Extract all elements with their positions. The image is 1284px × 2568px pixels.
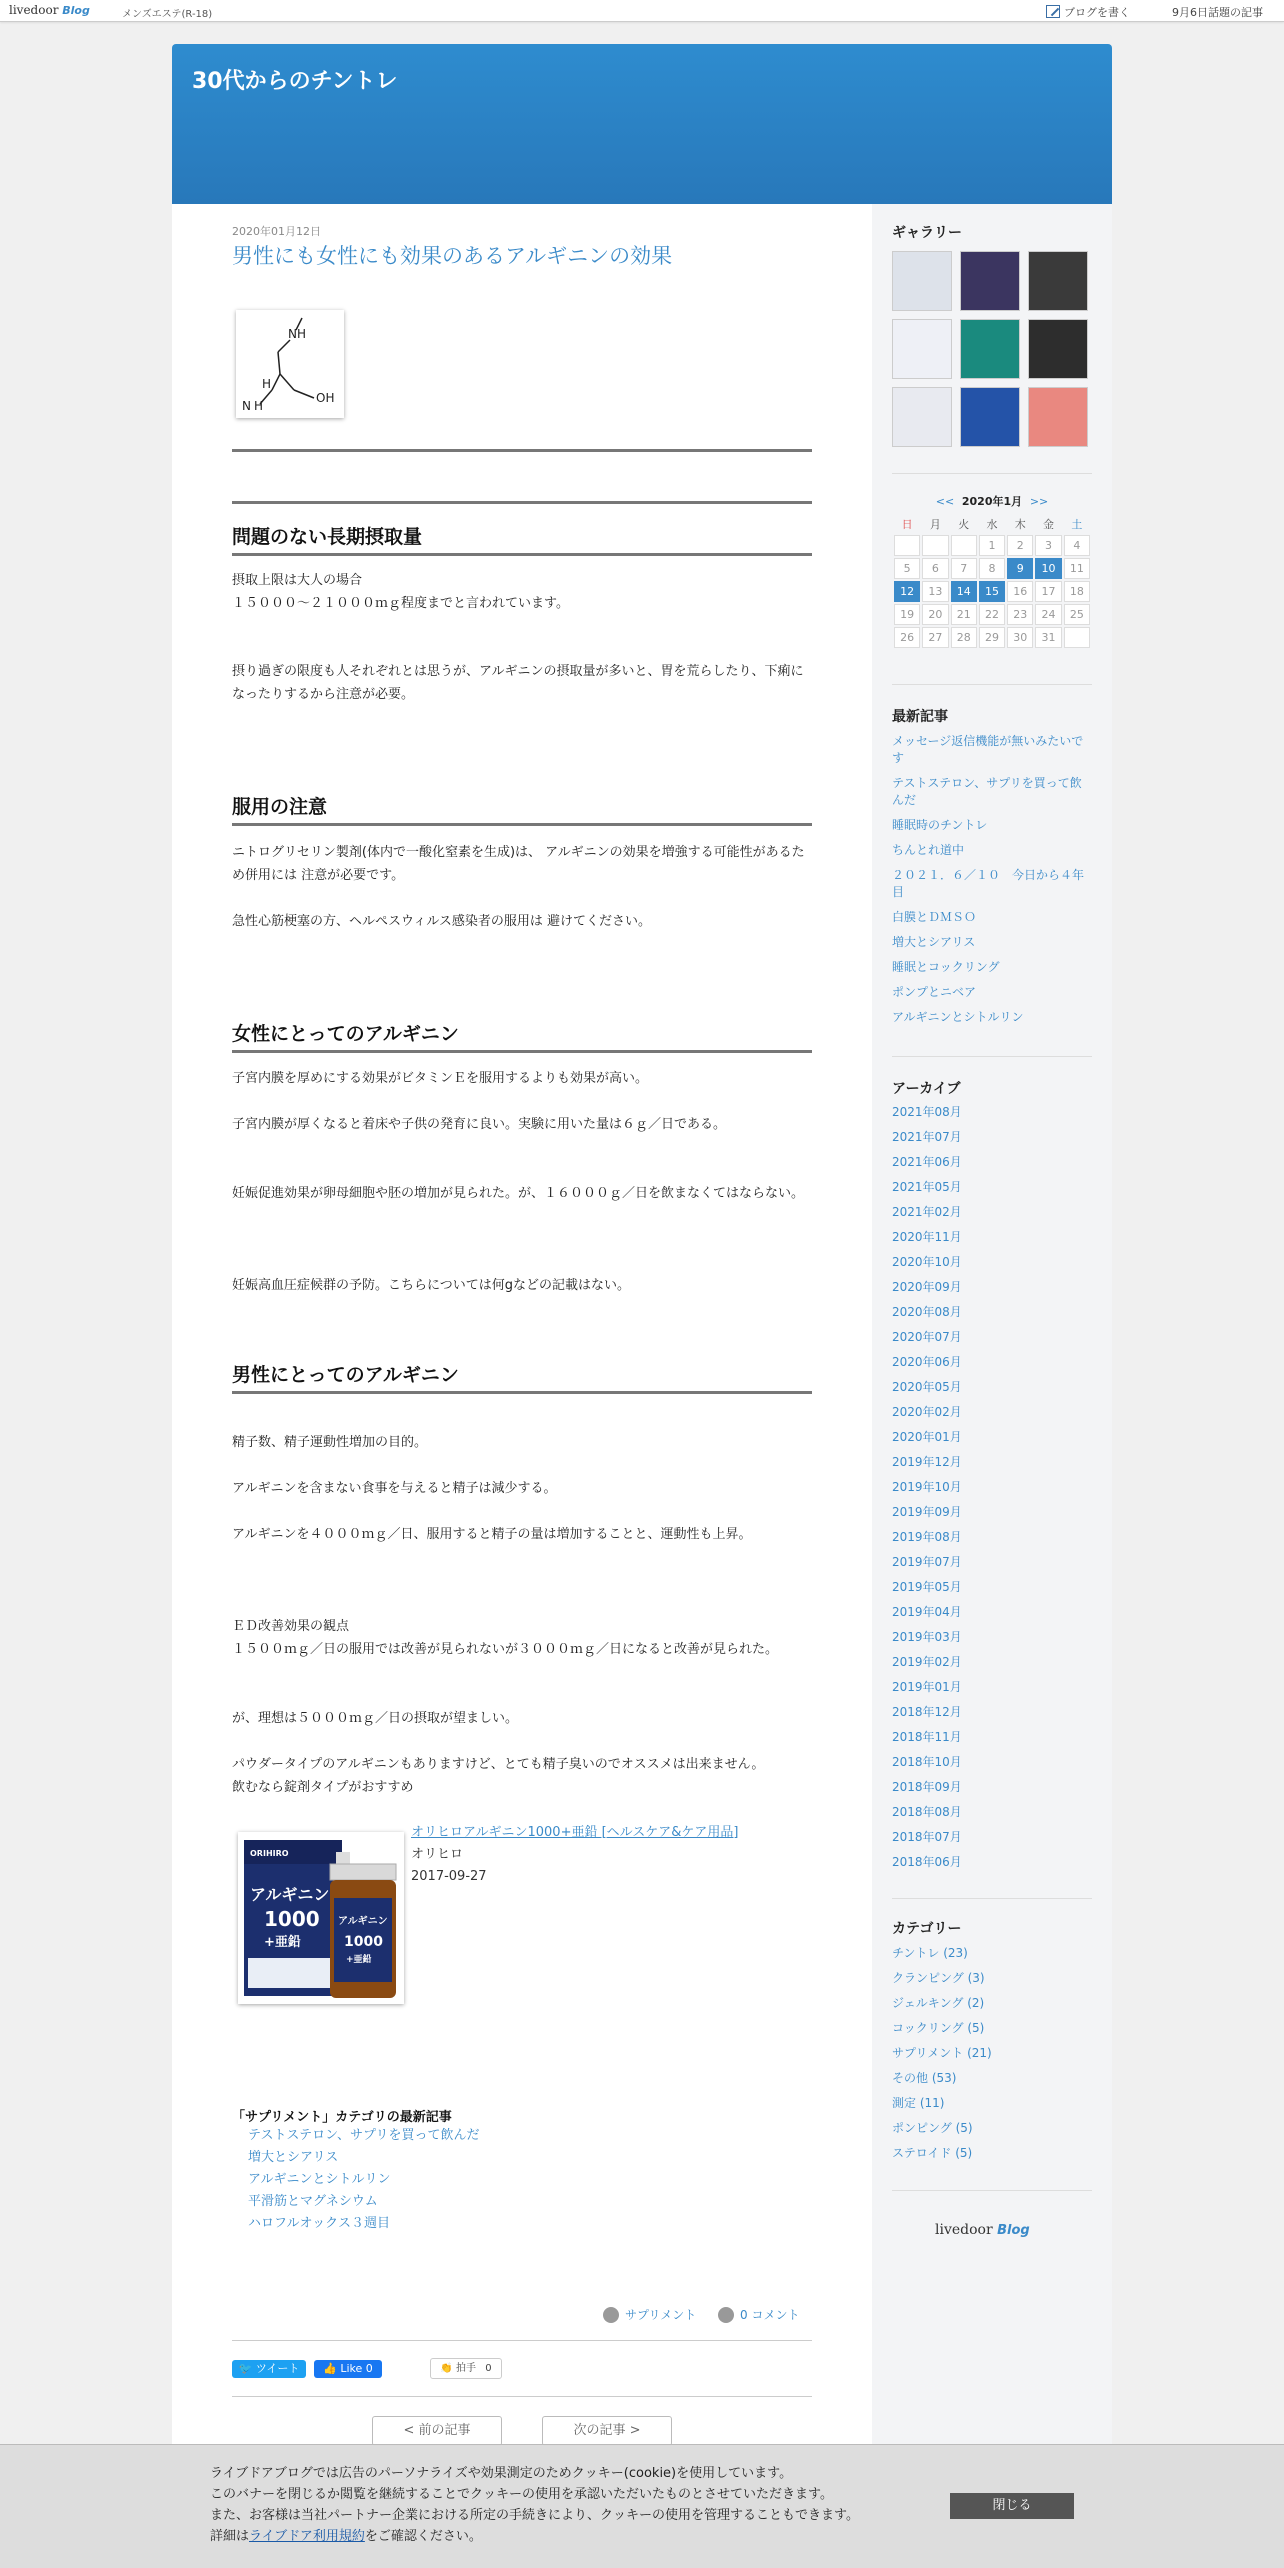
calendar-day[interactable]: 12 — [894, 581, 920, 602]
category-item[interactable]: サプリメント (21) — [892, 2046, 992, 2060]
calendar-day: 26 — [894, 627, 920, 648]
recent-title: 最新記事 — [892, 709, 948, 725]
calendar-day: 16 — [1007, 581, 1033, 602]
archive-item[interactable]: 2020年02月 — [892, 1405, 962, 1419]
calendar-empty — [1064, 627, 1090, 648]
product-date: 2017-09-27 — [411, 1869, 487, 1884]
bottle-plus: +亜鉛 — [346, 1955, 372, 1965]
article-date: 2020年01月12日 — [232, 225, 321, 238]
calendar-weekday: 木 — [1014, 518, 1026, 531]
paragraph: 摂取上限は大人の場合 １５０００〜２１０００ｍｇ程度までと言われています。 — [232, 573, 569, 611]
terms-link[interactable]: ライブドア利用規約 — [249, 2529, 365, 2544]
divider — [892, 2190, 1092, 2191]
calendar-prev[interactable]: << — [935, 495, 955, 508]
tweet-button[interactable]: 🐦 ツイート — [232, 2360, 306, 2378]
calendar-day[interactable]: 15 — [979, 581, 1005, 602]
archive-item[interactable]: 2018年11月 — [892, 1730, 962, 1744]
product-maker: オリヒロ — [411, 1847, 464, 1862]
calendar-day: 30 — [1007, 627, 1033, 648]
nh-label: NH — [288, 327, 306, 341]
product-info — [411, 1822, 738, 1888]
recent-item[interactable]: アルギニンとシトルリン — [892, 1010, 1024, 1024]
calendar-day: 11 — [1064, 558, 1090, 579]
archive-item[interactable]: 2021年07月 — [892, 1130, 962, 1144]
archive-item[interactable]: 2019年03月 — [892, 1630, 962, 1644]
paragraph: 子宮内膜が厚くなると着床や子供の発育に良い。実験に用いた量は６ｇ／日である。 — [232, 1117, 727, 1132]
archive-item[interactable]: 2019年08月 — [892, 1530, 962, 1544]
archive-item[interactable]: 2020年06月 — [892, 1355, 962, 1369]
folder-icon — [603, 2307, 619, 2323]
calendar-weekday: 水 — [986, 518, 998, 531]
calendar-day: 27 — [922, 627, 948, 648]
hakushu-button[interactable]: 👏 拍手 0 — [430, 2358, 502, 2379]
recent-item[interactable]: 睡眠とコックリング — [892, 960, 1000, 974]
calendar-day: 22 — [979, 604, 1005, 625]
pencil-icon — [1046, 5, 1060, 18]
calendar-month: 2020年1月 — [961, 495, 1023, 508]
archive-item[interactable]: 2019年10月 — [892, 1480, 962, 1494]
paragraph: が、理想は５０００ｍｇ／日の摂取が望ましい。 — [232, 1711, 519, 1726]
paragraph: 精子数、精子運動性増加の目的。 — [232, 1435, 428, 1450]
section-heading: 服用の注意 — [232, 792, 812, 826]
archive-item[interactable]: 2019年09月 — [892, 1505, 962, 1519]
divider — [892, 473, 1092, 474]
calendar-day: 24 — [1035, 604, 1061, 625]
n-label: N — [242, 399, 251, 413]
archive-title: アーカイブ — [892, 1081, 961, 1097]
recent-item[interactable]: テストステロン、サプリを買って飲んだ — [892, 776, 1082, 807]
livedoor-blog-logo[interactable]: livedoor Blog — [9, 3, 90, 17]
product-image[interactable] — [238, 1832, 404, 2004]
calendar-day: 19 — [894, 604, 920, 625]
category-link[interactable]: サプリメント — [603, 2306, 696, 2323]
recent-item[interactable]: メッセージ返信機能が無いみたいです — [892, 734, 1084, 765]
archive-item[interactable]: 2018年07月 — [892, 1830, 962, 1844]
category-item[interactable]: チントレ (23) — [892, 1946, 968, 1960]
section-heading: 女性にとってのアルギニン — [232, 1019, 812, 1053]
article-title[interactable]: 男性にも女性にも効果のあるアルギニンの効果 — [232, 244, 673, 268]
paragraph: パウダータイプのアルギニンもありますけど、とても精子臭いのでオススメは出来ません。 飲むなら錠剤タイプがおすすめ — [232, 1757, 765, 1795]
archive-item[interactable]: 2019年04月 — [892, 1605, 962, 1619]
gallery-thumb[interactable] — [1028, 319, 1088, 379]
related-item[interactable]: アルギニンとシトルリン — [248, 2172, 391, 2187]
section-heading: 問題のない長期摂取量 — [232, 522, 812, 556]
next-article-button[interactable]: 次の記事 > — [542, 2416, 672, 2446]
recent-item[interactable]: ちんとれ道中 — [892, 843, 965, 857]
calendar-empty — [951, 535, 977, 556]
calendar-day[interactable]: 14 — [951, 581, 977, 602]
structure-image[interactable] — [236, 310, 344, 418]
paragraph: 妊娠高血圧症候群の予防。こちらについては何gなどの記載はない。 — [232, 1278, 630, 1293]
related-item[interactable]: 平滑筋とマグネシウム — [248, 2194, 378, 2209]
archive-item[interactable]: 2021年02月 — [892, 1205, 962, 1219]
cookie-close-button[interactable]: 閉じる — [950, 2493, 1074, 2519]
archive-item[interactable]: 2018年12月 — [892, 1705, 962, 1719]
calendar-grid — [892, 513, 1092, 650]
archive-item[interactable]: 2020年07月 — [892, 1330, 962, 1344]
calendar-weekday: 月 — [929, 518, 941, 531]
calendar — [892, 493, 1092, 650]
related-list — [248, 2125, 480, 2235]
related-item[interactable]: テストステロン、サプリを買って飲んだ — [248, 2128, 480, 2143]
gallery-thumb[interactable] — [960, 251, 1020, 311]
section-heading: 男性にとってのアルギニン — [232, 1360, 812, 1394]
calendar-day: 17 — [1035, 581, 1061, 602]
supplement-box-drawing — [238, 1832, 404, 2004]
blog-header — [172, 44, 1112, 204]
category-item[interactable]: ステロイド (5) — [892, 2146, 973, 2160]
category-item[interactable]: ジェルキング (2) — [892, 1996, 985, 2010]
gallery-thumb[interactable] — [892, 319, 952, 379]
calendar-day: 31 — [1035, 627, 1061, 648]
category-item[interactable]: その他 (53) — [892, 2071, 957, 2085]
calendar-weekday: 金 — [1043, 518, 1055, 531]
paragraph: アルギニンを４０００ｍｇ／日、服用すると精子の量は増加することと、運動性も上昇。 — [232, 1527, 752, 1542]
archive-item[interactable]: 2020年08月 — [892, 1305, 962, 1319]
calendar-day: 23 — [1007, 604, 1033, 625]
archive-item[interactable]: 2018年06月 — [892, 1855, 962, 1869]
calendar-day: 3 — [1035, 535, 1061, 556]
calendar-weekday: 土 — [1071, 518, 1083, 531]
calendar-day[interactable]: 9 — [1007, 558, 1033, 579]
archive-item[interactable]: 2019年07月 — [892, 1555, 962, 1569]
calendar-day: 2 — [1007, 535, 1033, 556]
molecule-drawing — [236, 310, 344, 418]
calendar-day: 20 — [922, 604, 948, 625]
calendar-day: 1 — [979, 535, 1005, 556]
prev-article-button[interactable]: < 前の記事 — [372, 2416, 502, 2446]
box-brand: ORIHIRO — [250, 1849, 289, 1858]
gallery-thumb[interactable] — [1028, 251, 1088, 311]
topbar-category[interactable]: メンズエステ(R-18) — [122, 9, 213, 20]
category-item[interactable]: クランピング (3) — [892, 1971, 985, 1985]
calendar-day: 7 — [951, 558, 977, 579]
calendar-weekday: 火 — [958, 518, 970, 531]
calendar-next[interactable]: >> — [1029, 495, 1049, 508]
recent-item[interactable]: ポンプとニベア — [892, 985, 977, 999]
archive-item[interactable]: 2018年10月 — [892, 1755, 962, 1769]
gallery-title: ギャラリー — [892, 225, 962, 241]
calendar-day: 6 — [922, 558, 948, 579]
archive-item[interactable]: 2020年10月 — [892, 1255, 962, 1269]
product-link[interactable]: オリヒロアルギニン1000+亜鉛 [ヘルスケア&ケア用品] — [411, 1825, 739, 1840]
recent-item[interactable]: ２０２１．６／１０ 今日から４年目 — [892, 868, 1085, 899]
archive-item[interactable]: 2019年01月 — [892, 1680, 962, 1694]
calendar-day: 8 — [979, 558, 1005, 579]
calendar-day: 4 — [1064, 535, 1090, 556]
divider — [232, 2396, 812, 2397]
paragraph: アルギニンを含まない食事を与えると精子は減少する。 — [232, 1481, 557, 1496]
cookie-banner — [0, 2444, 1284, 2568]
gallery-thumb[interactable] — [1028, 387, 1088, 447]
archive-item[interactable]: 2019年05月 — [892, 1580, 962, 1594]
archive-item[interactable]: 2020年09月 — [892, 1280, 962, 1294]
gallery-thumb[interactable] — [960, 387, 1020, 447]
paragraph: 妊娠促進効果が卵母細胞や胚の増加が見られた。が、１６０００ｇ／日を飲まなくてはならない。 — [232, 1186, 805, 1201]
box-plus: +亜鉛 — [264, 1935, 301, 1950]
divider — [232, 501, 812, 504]
calendar-day: 13 — [922, 581, 948, 602]
archive-item[interactable]: 2019年12月 — [892, 1455, 962, 1469]
calendar-empty — [922, 535, 948, 556]
topic-link[interactable]: 9月6日話題の記事 — [1172, 6, 1263, 19]
recent-item[interactable]: 睡眠時のチントレ — [892, 818, 988, 832]
archive-item[interactable]: 2021年05月 — [892, 1180, 962, 1194]
comment-icon — [718, 2307, 734, 2323]
bottle-amount: 1000 — [344, 1934, 383, 1950]
archive-item[interactable]: 2020年05月 — [892, 1380, 962, 1394]
gallery-thumb[interactable] — [960, 319, 1020, 379]
comments-link[interactable]: 0 コメント — [718, 2306, 799, 2323]
category-title: カテゴリー — [892, 1921, 962, 1937]
category-item[interactable]: 測定 (11) — [892, 2096, 945, 2110]
archive-item[interactable]: 2018年08月 — [892, 1805, 962, 1819]
divider — [892, 1898, 1092, 1899]
gallery-thumb[interactable] — [892, 387, 952, 447]
top-bar — [0, 0, 1284, 22]
recent-list — [892, 733, 1092, 1034]
calendar-day[interactable]: 10 — [1035, 558, 1061, 579]
recent-item[interactable]: 白膜とＤＭＳＯ — [892, 910, 977, 924]
calendar-weekday: 日 — [901, 518, 913, 531]
archive-list — [892, 1100, 1092, 1875]
archive-item[interactable]: 2019年02月 — [892, 1655, 962, 1669]
paragraph: ニトログリセリン製剤(体内で一酸化窒素を生成)は、 アルギニンの効果を増強する可能性があるため併用には 注意が必要です。 — [232, 845, 805, 883]
divider — [232, 449, 812, 452]
archive-item[interactable]: 2020年01月 — [892, 1430, 962, 1444]
archive-item[interactable]: 2021年06月 — [892, 1155, 962, 1169]
paragraph: 子宮内膜を厚めにする効果がビタミンＥを服用するよりも効果が高い。 — [232, 1071, 649, 1086]
category-list — [892, 1941, 1092, 2166]
recent-item[interactable]: 増大とシアリス — [892, 935, 976, 949]
divider — [232, 2340, 812, 2341]
bottle-name: アルギニン — [338, 1916, 388, 1927]
related-heading: 「サプリメント」カテゴリの最新記事 — [232, 2110, 452, 2125]
calendar-day: 5 — [894, 558, 920, 579]
paragraph: ＥＤ改善効果の観点 １５００ｍｇ／日の服用では改善が見られないが３０００ｍｇ／日になると改善が見られた。 — [232, 1619, 779, 1657]
calendar-day: 21 — [951, 604, 977, 625]
calendar-day: 18 — [1064, 581, 1090, 602]
oh-label: OH — [316, 391, 335, 405]
archive-item[interactable]: 2018年09月 — [892, 1780, 962, 1794]
archive-item[interactable]: 2021年08月 — [892, 1105, 962, 1119]
box-amount: 1000 — [264, 1907, 320, 1931]
box-name: アルギニン — [250, 1885, 330, 1904]
related-item[interactable]: 増大とシアリス — [248, 2150, 339, 2165]
footer-livedoor-logo[interactable]: livedoor Blog — [935, 2222, 1030, 2238]
divider — [892, 684, 1092, 685]
calendar-day: 29 — [979, 627, 1005, 648]
gallery-thumb[interactable] — [892, 251, 952, 311]
calendar-day: 28 — [951, 627, 977, 648]
cookie-text: ライブドアブログでは広告のパーソナライズや効果測定のためクッキー(cookie)を使用しています。 このバナーを閉じるか閲覧を継続することでクッキーの使用を承認いただいたものとさせていただきます。 また、お客様は当社パートナー企業における所定の手続きにより、クッキーの使用を管理することもできます。 詳細はライブドア利用規約をご確認ください。 — [210, 2466, 859, 2544]
write-blog-link[interactable]: ブログを書く — [1046, 4, 1130, 20]
like-button[interactable]: 👍 Like 0 — [314, 2360, 382, 2378]
paragraph: 急性心筋梗塞の方、ヘルペスウィルス感染者の服用は 避けてください。 — [232, 914, 651, 929]
archive-item[interactable]: 2020年11月 — [892, 1230, 962, 1244]
category-item[interactable]: コックリング (5) — [892, 2021, 985, 2035]
divider — [892, 1056, 1092, 1057]
calendar-empty — [894, 535, 920, 556]
h-label: H — [262, 377, 272, 391]
paragraph: 摂り過ぎの限度も人それぞれとは思うが、アルギニンの摂取量が多いと、胃を荒らしたり、下痢になったりするから注意が必要。 — [232, 664, 804, 702]
h2-label: H — [254, 399, 264, 413]
related-item[interactable]: ハロフルオックス３週目 — [248, 2216, 390, 2231]
calendar-day: 25 — [1064, 604, 1090, 625]
blog-title[interactable]: 30代からのチントレ — [192, 69, 398, 94]
category-item[interactable]: ポンピング (5) — [892, 2121, 973, 2135]
